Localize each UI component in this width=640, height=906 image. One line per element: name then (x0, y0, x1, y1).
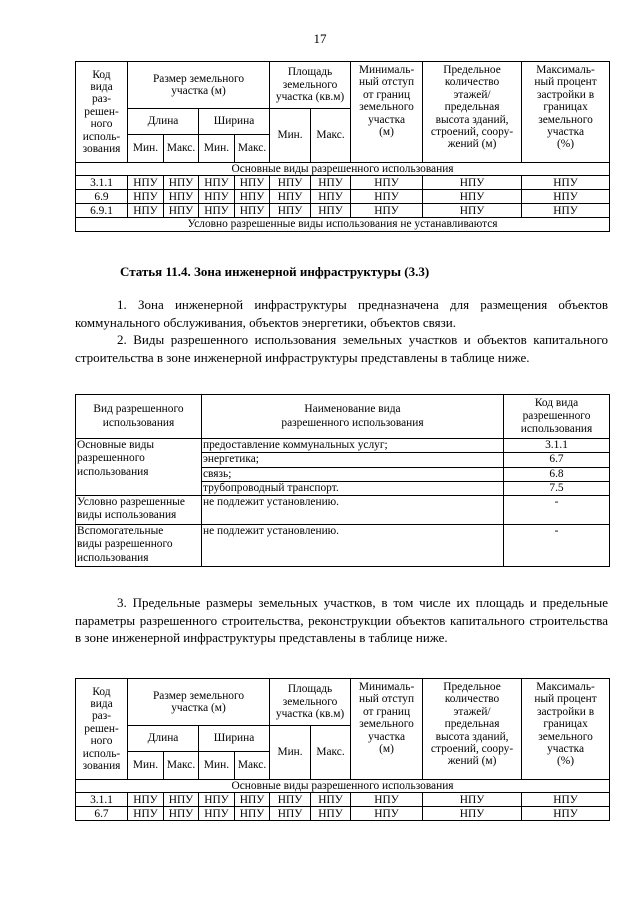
conditional-uses-text: не подлежит установлению. (202, 496, 504, 525)
npu-cell: НПУ (235, 793, 270, 807)
text-line: земельного (359, 101, 414, 114)
table-row (76, 204, 610, 218)
text-line: высота зданий, (435, 113, 509, 126)
text-line: вида (90, 80, 113, 93)
use-name: трубопроводный транспорт. (202, 481, 504, 495)
text-line: участка (м) (171, 702, 226, 714)
section-conditional-uses: Условно разрешенные виды использования не устанавливаются (76, 218, 610, 231)
text-line: использования (102, 416, 175, 429)
text-line: Основные виды (77, 439, 155, 451)
npu-cell: НПУ (270, 190, 311, 204)
npu-cell: НПУ (235, 176, 270, 190)
text-line: (м) (379, 743, 394, 756)
text-line: застройки в (537, 88, 595, 101)
npu-cell: НПУ (522, 190, 610, 204)
row-code: 6.7 (76, 807, 128, 821)
use-name: предоставление коммунальных услуг; (202, 439, 504, 453)
npu-cell: НПУ (128, 807, 164, 821)
npu-cell: НПУ (199, 176, 235, 190)
text-line: жений (м) (447, 755, 497, 768)
text-line: земельного (359, 718, 414, 731)
paragraph-3: 3. Предельные размеры земельных участков, в том числе их площадь и предельные параметры разрешенного строительства, реконструкции объектов капитального строительства в зоне инженерной инфраструктуры представлены в таблице ниже. (75, 595, 608, 645)
text-line: Условно разрешенные (77, 496, 185, 509)
text-line: участка (кв.м) (275, 708, 345, 721)
text-line: ного (90, 118, 113, 131)
row-code: 3.1.1 (76, 793, 128, 807)
header-length: Длина (128, 726, 199, 752)
text-line: участка (368, 113, 406, 126)
conditional-uses-label (76, 496, 202, 525)
table-row (76, 807, 610, 821)
npu-cell: НПУ (199, 793, 235, 807)
text-line: использования (77, 465, 149, 478)
header-length-min: Мин. (128, 135, 164, 163)
use-code: 6.8 (504, 467, 610, 481)
text-line: Наименование вида (304, 403, 401, 416)
article-heading: Статья 11.4. Зона инженерной инфраструктуры (3.3) (120, 264, 430, 279)
header-size (128, 679, 270, 726)
header-min-indent (351, 679, 423, 780)
header-size (128, 62, 270, 109)
text-line: земельного (282, 695, 338, 708)
text-line: решен- (84, 105, 119, 118)
text-line: этажей/ (453, 705, 491, 718)
npu-cell: НПУ (164, 807, 199, 821)
header-code (76, 679, 128, 780)
table-row (76, 190, 610, 204)
text-line: ный процент (534, 76, 597, 89)
header-max-percent (522, 62, 610, 163)
text-line: виды разрешенного (77, 538, 173, 551)
text-line: предельная (444, 718, 500, 731)
use-code: 6.7 (504, 453, 610, 467)
uses-header-code (504, 395, 610, 439)
header-width-max: Макс. (235, 752, 270, 780)
header-area (270, 679, 351, 726)
text-line: строений, соору- (430, 743, 514, 756)
text-line: ный процент (534, 693, 597, 706)
header-width-min: Мин. (199, 135, 235, 163)
text-line: застройки в (537, 705, 595, 718)
header-length: Длина (128, 109, 199, 135)
section-main-uses: Основные виды разрешенного использования (76, 780, 610, 793)
npu-cell: НПУ (164, 190, 199, 204)
text-line: зования (82, 143, 121, 156)
text-line: Площадь (287, 66, 333, 79)
text-line: исполь- (82, 747, 121, 760)
npu-cell: НПУ (423, 176, 522, 190)
text-line: участка (м) (171, 85, 226, 97)
header-area-max: Макс. (311, 109, 351, 163)
text-line: количество (444, 693, 500, 706)
npu-cell: НПУ (270, 204, 311, 218)
row-code: 3.1.1 (76, 176, 128, 190)
text-line: зования (82, 760, 121, 773)
npu-cell: НПУ (128, 204, 164, 218)
header-area-max: Макс. (311, 726, 351, 780)
npu-cell: НПУ (311, 807, 351, 821)
text-line: ный отступ (359, 693, 415, 706)
header-max-floors (423, 62, 522, 163)
text-line: земельного (282, 78, 338, 91)
text-line: участка (368, 730, 406, 743)
npu-cell: НПУ (270, 807, 311, 821)
table-row (76, 176, 610, 190)
text-line: решен- (84, 722, 119, 735)
npu-cell: НПУ (423, 190, 522, 204)
paragraph-1: 1. Зона инженерной инфраструктуры предназначена для размещения объектов коммунального обслуживания, объектов энергетики, объектов связи. (75, 297, 608, 330)
npu-cell: НПУ (522, 204, 610, 218)
text-line: участка (547, 126, 585, 139)
npu-cell: НПУ (522, 176, 610, 190)
text-line: земельного (538, 113, 593, 126)
npu-cell: НПУ (199, 807, 235, 821)
text-line: ного (90, 735, 113, 748)
npu-cell: НПУ (351, 190, 423, 204)
npu-cell: НПУ (423, 793, 522, 807)
text-line: разрешенного (522, 409, 591, 422)
text-line: ный отступ (359, 76, 415, 89)
npu-cell: НПУ (351, 793, 423, 807)
npu-cell: НПУ (235, 807, 270, 821)
use-code: 3.1.1 (504, 439, 610, 453)
text-line: предельная (444, 101, 500, 114)
npu-cell: НПУ (235, 204, 270, 218)
header-max-floors (423, 679, 522, 780)
npu-cell: НПУ (164, 204, 199, 218)
use-code: 7.5 (504, 481, 610, 495)
text-line: участка (кв.м) (275, 91, 345, 104)
text-line: границах (543, 101, 588, 114)
main-uses-label (76, 439, 202, 496)
text-line: Минималь- (358, 681, 415, 693)
conditional-uses-code: - (504, 496, 610, 525)
text-line: исполь- (82, 130, 121, 143)
npu-cell: НПУ (351, 204, 423, 218)
text-line: Размер земельного (152, 689, 245, 702)
text-line: разрешенного (77, 452, 145, 465)
npu-cell: НПУ (199, 190, 235, 204)
header-area-min: Мин. (270, 726, 311, 780)
header-min-indent (351, 62, 423, 163)
text-line: границах (543, 718, 588, 731)
parameters-table-2 (75, 678, 610, 821)
npu-cell: НПУ (270, 793, 311, 807)
uses-header-name (202, 395, 504, 439)
npu-cell: НПУ (199, 204, 235, 218)
npu-cell: НПУ (128, 793, 164, 807)
header-width-max: Макс. (235, 135, 270, 163)
header-length-max: Макс. (164, 752, 199, 780)
row-code: 6.9 (76, 190, 128, 204)
text-line: использования (520, 423, 593, 436)
text-line: жений (м) (447, 138, 497, 151)
text-line: (%) (557, 138, 575, 151)
aux-uses-label (76, 525, 202, 567)
text-line: Предельное (443, 681, 501, 693)
npu-cell: НПУ (423, 807, 522, 821)
npu-cell: НПУ (351, 807, 423, 821)
npu-cell: НПУ (522, 807, 610, 821)
header-width-min: Мин. (199, 752, 235, 780)
use-name: связь; (202, 467, 504, 481)
header-length-max: Макс. (164, 135, 199, 163)
npu-cell: НПУ (311, 793, 351, 807)
text-line: Размер земельного (152, 72, 245, 85)
text-line: этажей/ (453, 88, 491, 101)
text-line: виды использования (77, 509, 177, 522)
text-line: от границ (363, 705, 411, 718)
header-length-min: Мин. (128, 752, 164, 780)
npu-cell: НПУ (311, 204, 351, 218)
section-main-uses: Основные виды разрешенного использования (76, 163, 610, 176)
text-line: использования (77, 551, 149, 564)
text-line: Максималь- (536, 681, 595, 693)
npu-cell: НПУ (423, 204, 522, 218)
table-row (76, 793, 610, 807)
npu-cell: НПУ (351, 176, 423, 190)
text-line: Площадь (287, 683, 333, 696)
npu-cell: НПУ (270, 176, 311, 190)
npu-cell: НПУ (522, 793, 610, 807)
npu-cell: НПУ (164, 176, 199, 190)
header-code (76, 62, 128, 163)
header-area-min: Мин. (270, 109, 311, 163)
header-width: Ширина (199, 109, 270, 135)
text-line: Минималь- (358, 64, 415, 76)
text-line: разрешенного использования (281, 416, 424, 429)
aux-uses-code: - (504, 525, 610, 567)
text-line: земельного (538, 730, 593, 743)
npu-cell: НПУ (128, 190, 164, 204)
header-max-percent (522, 679, 610, 780)
text-line: Код (92, 68, 111, 81)
text-line: Вспомогательные (77, 525, 164, 538)
text-line: раз- (91, 93, 112, 106)
text-line: Код вида (534, 396, 579, 409)
npu-cell: НПУ (311, 190, 351, 204)
page-number: 17 (313, 31, 327, 46)
uses-table (75, 394, 610, 567)
text-line: Максималь- (536, 64, 595, 76)
npu-cell: НПУ (235, 190, 270, 204)
use-name: энергетика; (202, 453, 504, 467)
paragraph-2: 2. Виды разрешенного использования земельных участков и объектов капитального строительства в зоне инженерной инфраструктуры представлены в таблице ниже. (75, 332, 608, 365)
row-code: 6.9.1 (76, 204, 128, 218)
text-line: высота зданий, (435, 730, 509, 743)
text-line: Предельное (443, 64, 501, 76)
text-line: Код (92, 685, 111, 698)
header-width: Ширина (199, 726, 270, 752)
npu-cell: НПУ (311, 176, 351, 190)
header-area (270, 62, 351, 109)
text-line: (%) (557, 755, 575, 768)
text-line: количество (444, 76, 500, 89)
text-line: участка (547, 743, 585, 756)
text-line: Вид разрешенного (93, 403, 184, 416)
parameters-table-1 (75, 61, 610, 232)
text-line: вида (90, 697, 113, 710)
text-line: раз- (91, 710, 112, 723)
aux-uses-text: не подлежит установлению. (202, 525, 504, 567)
npu-cell: НПУ (164, 793, 199, 807)
uses-header-type (76, 395, 202, 439)
text-line: строений, соору- (430, 126, 514, 139)
npu-cell: НПУ (128, 176, 164, 190)
text-line: (м) (379, 126, 394, 139)
text-line: от границ (363, 88, 411, 101)
